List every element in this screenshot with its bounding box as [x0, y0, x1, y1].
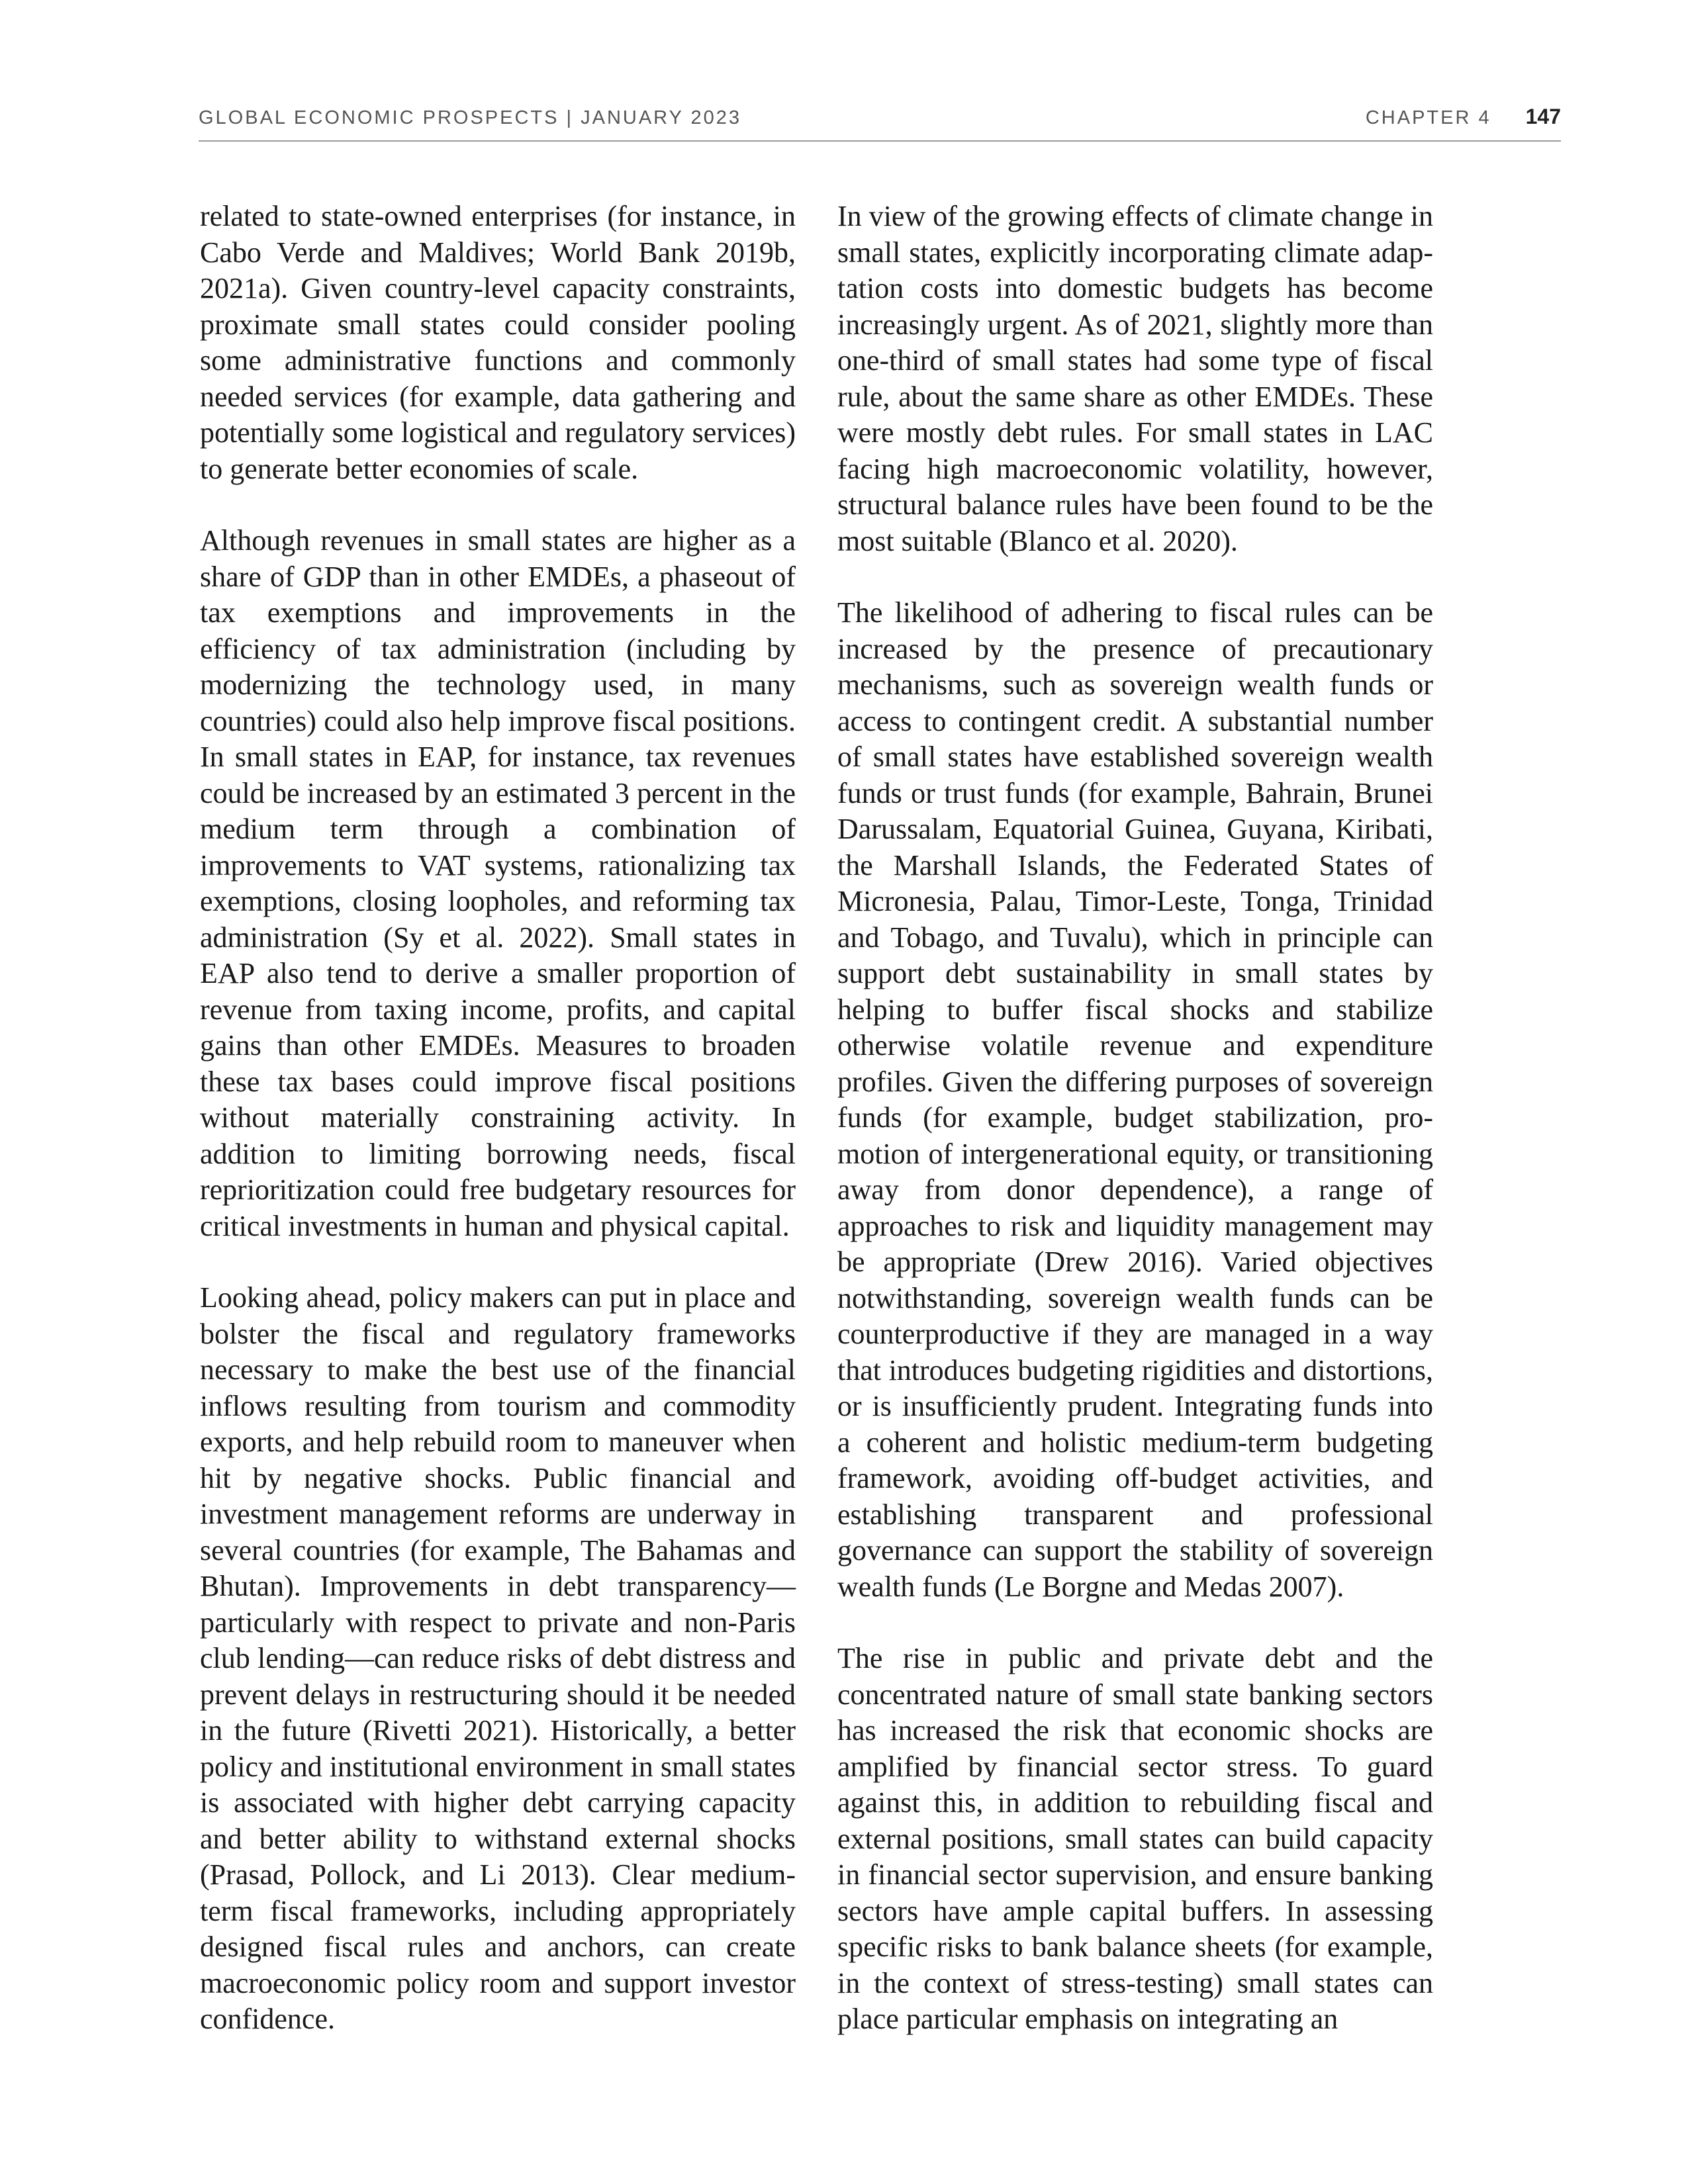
body-paragraph: The likelihood of adhering to fiscal rules can be increased by the presence of precautionary mechanisms, such as sovereign wealth funds or access to contingent credit. A substantial number of small states have established sovereign wealth funds or trust funds (for example, Bahrain, Brunei Darussalam, Equatorial Guinea, Guyana, Kiribati, the Marshall Islands, the Federated States of Micronesia, Palau, Timor-Leste, Tonga, Trinidad and Tobago, and Tuvalu), which in principle can support debt sustainability in small states by helping to buffer fiscal shocks and stabilize otherwise volatile revenue and expenditure profiles. Given the differing purposes of sovereign funds (for example, budget stabilization, promotion of intergenerational equity, or transitioning away from donor dependence), a range of approaches to risk and liquidity management may be appropriate (Drew 2016). Varied objectives notwithstanding, sovereign wealth funds can be counterproductive if they are managed in a way that introduces budgeting rigidities and distortions, or is insufficiently prudent. Integrating funds into a coherent and holistic medium-term budgeting framework, avoiding off-budget activities, and establishing transparent and professional governance can support the stability of sovereign wealth funds (Le Borgne and Medas 2007).	[837, 596, 1433, 1603]
body-paragraph: related to state-owned enterprises (for instance, in Cabo Verde and Maldives; World Bank 2019b, 2021a). Given country-level capacity constraints, proximate small states could consider pooling some administrative functions and commonly needed services (for example, data gathering and potentially some logistical and regulatory services) to generate better economies of scale.	[200, 200, 796, 485]
right-column	[837, 199, 1433, 2073]
left-column	[200, 199, 796, 2073]
page-number: 147	[1525, 105, 1561, 128]
body-paragraph: In view of the growing effects of climate change in small states, explicitly incorporating climate adaptation costs into domestic budgets has become increasingly urgent. As of 2021, slightly more than one-third of small states had some type of fiscal rule, about the same share as other EMDEs. These were mostly debt rules. For small states in LAC facing high macroeconomic volatility, however, structural balance rules have been found to be the most suitable (Blanco et al. 2020).	[837, 200, 1433, 557]
body-paragraph: Looking ahead, policy makers can put in place and bolster the fiscal and regulatory frameworks necessary to make the best use of the financial inflows resulting from tourism and commodity exports, and help rebuild room to maneuver when hit by negative shocks. Public financial and investment management reforms are underway in several countries (for example, The Bahamas and Bhutan). Improvements in debt transparency—particularly with respect to private and non-Paris club lending—can reduce risks of debt distress and prevent delays in restructuring should it be needed in the future (Rivetti 2021). Historically, a better policy and institutional environment in small states is associated with higher debt carrying capacity and better ability to withstand external shocks (Prasad, Pollock, and Li 2013). Clear medium-term fiscal frameworks, including appropriately designed fiscal rules and anchors, can create macroeconomic policy room and support investor confidence.	[200, 1281, 796, 2035]
page-header	[199, 101, 1561, 142]
running-title: GLOBAL ECONOMIC PROSPECTS | JANUARY 2023	[199, 107, 741, 128]
chapter-label: CHAPTER 4	[1365, 107, 1491, 128]
body-paragraph: The rise in public and private debt and the concentrated nature of small state banking sectors has increased the risk that economic shocks are amplified by financial sector stress. To guard against this, in addition to rebuilding fiscal and external positions, small states can build capacity in financial sector supervision, and ensure banking sectors have ample capital buffers. In assessing specific risks to bank balance sheets (for example, in the context of stress-testing) small states can place particular emphasis on integrating an	[837, 1642, 1433, 2035]
body-paragraph: Although revenues in small states are higher as a share of GDP than in other EMDEs, a phaseout of tax exemptions and improvements in the efficiency of tax administration (including by modernizing the technology used, in many countries) could also help improve fiscal positions. In small states in EAP, for instance, tax revenues could be increased by an estimated 3 percent in the medium term through a combination of improvements to VAT systems, rationalizing tax exemptions, closing loopholes, and reforming tax administration (Sy et al. 2022). Small states in EAP also tend to derive a smaller proportion of revenue from taxing income, profits, and capital gains than other EMDEs. Measures to broaden these tax bases could improve fiscal positions without materially constraining activity. In addition to limiting borrowing needs, fiscal reprioritization could free budgetary resources for critical investments in human and physical capital.	[200, 524, 796, 1242]
header-right	[1366, 105, 1561, 129]
